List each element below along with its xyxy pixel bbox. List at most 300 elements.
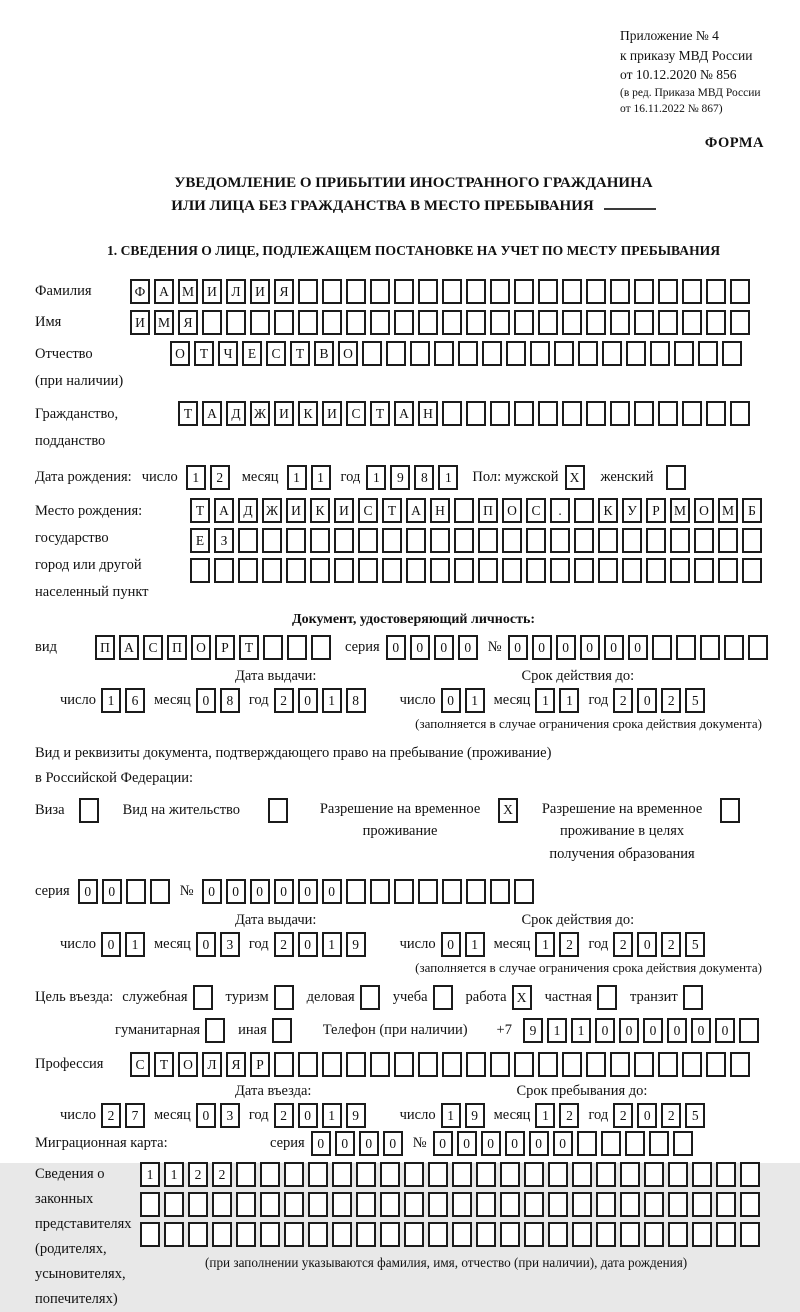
char-cell[interactable] <box>358 558 378 583</box>
char-cell[interactable]: 2 <box>188 1162 208 1187</box>
char-cell[interactable]: 9 <box>346 1103 366 1128</box>
char-cell[interactable] <box>284 1192 304 1217</box>
char-cell[interactable]: О <box>191 635 211 660</box>
char-cell[interactable]: 9 <box>523 1018 543 1043</box>
char-cell[interactable] <box>500 1192 520 1217</box>
char-cell[interactable]: Т <box>154 1052 174 1077</box>
char-cell[interactable]: А <box>154 279 174 304</box>
char-cell[interactable] <box>382 558 402 583</box>
char-cell[interactable] <box>428 1222 448 1247</box>
char-cell[interactable] <box>454 498 474 523</box>
char-cell[interactable] <box>478 528 498 553</box>
char-cell[interactable] <box>716 1192 736 1217</box>
char-cell[interactable] <box>514 879 534 904</box>
char-cell[interactable]: 0 <box>196 1103 216 1128</box>
char-cell[interactable] <box>332 1192 352 1217</box>
char-cell[interactable] <box>610 310 630 335</box>
char-cell[interactable]: И <box>250 279 270 304</box>
char-cell[interactable]: И <box>130 310 150 335</box>
char-cell[interactable]: С <box>358 498 378 523</box>
char-cell[interactable] <box>404 1162 424 1187</box>
char-cell[interactable] <box>596 1222 616 1247</box>
char-cell[interactable] <box>670 528 690 553</box>
char-cell[interactable] <box>382 528 402 553</box>
char-cell[interactable] <box>346 310 366 335</box>
char-cell[interactable]: 0 <box>532 635 552 660</box>
char-cell[interactable]: М <box>670 498 690 523</box>
char-cell[interactable] <box>238 528 258 553</box>
char-cell[interactable] <box>598 558 618 583</box>
char-cell[interactable]: . <box>550 498 570 523</box>
char-cell[interactable] <box>193 985 213 1010</box>
char-cell[interactable] <box>434 341 454 366</box>
char-cell[interactable]: 0 <box>715 1018 735 1043</box>
char-cell[interactable] <box>346 279 366 304</box>
char-cell[interactable] <box>682 1052 702 1077</box>
char-cell[interactable] <box>646 528 666 553</box>
char-cell[interactable]: 0 <box>667 1018 687 1043</box>
char-cell[interactable]: 0 <box>226 879 246 904</box>
char-cell[interactable] <box>644 1222 664 1247</box>
char-cell[interactable] <box>597 985 617 1010</box>
char-cell[interactable] <box>625 1131 645 1156</box>
char-cell[interactable]: А <box>119 635 139 660</box>
char-cell[interactable] <box>250 310 270 335</box>
char-cell[interactable]: Б <box>742 498 762 523</box>
char-cell[interactable]: А <box>202 401 222 426</box>
char-cell[interactable] <box>380 1192 400 1217</box>
char-cell[interactable] <box>370 879 390 904</box>
char-cell[interactable] <box>466 879 486 904</box>
char-cell[interactable]: 2 <box>274 932 294 957</box>
char-cell[interactable] <box>524 1192 544 1217</box>
char-cell[interactable] <box>406 528 426 553</box>
char-cell[interactable]: 0 <box>410 635 430 660</box>
char-cell[interactable] <box>140 1222 160 1247</box>
char-cell[interactable] <box>730 401 750 426</box>
char-cell[interactable]: 0 <box>274 879 294 904</box>
char-cell[interactable] <box>442 879 462 904</box>
char-cell[interactable] <box>356 1192 376 1217</box>
char-cell[interactable]: 2 <box>613 932 633 957</box>
char-cell[interactable] <box>263 635 283 660</box>
char-cell[interactable]: Я <box>274 279 294 304</box>
char-cell[interactable]: 1 <box>547 1018 567 1043</box>
char-cell[interactable] <box>334 558 354 583</box>
char-cell[interactable]: С <box>130 1052 150 1077</box>
char-cell[interactable]: Р <box>250 1052 270 1077</box>
char-cell[interactable] <box>500 1222 520 1247</box>
char-cell[interactable] <box>620 1192 640 1217</box>
char-cell[interactable]: 1 <box>571 1018 591 1043</box>
char-cell[interactable]: 0 <box>604 635 624 660</box>
char-cell[interactable] <box>360 985 380 1010</box>
char-cell[interactable] <box>666 465 686 490</box>
char-cell[interactable] <box>380 1162 400 1187</box>
char-cell[interactable]: Ф <box>130 279 150 304</box>
char-cell[interactable]: У <box>622 498 642 523</box>
char-cell[interactable] <box>682 279 702 304</box>
char-cell[interactable] <box>286 558 306 583</box>
char-cell[interactable]: 1 <box>322 688 342 713</box>
char-cell[interactable] <box>562 279 582 304</box>
char-cell[interactable] <box>370 279 390 304</box>
char-cell[interactable] <box>214 558 234 583</box>
char-cell[interactable] <box>740 1222 760 1247</box>
char-cell[interactable]: 0 <box>441 688 461 713</box>
char-cell[interactable] <box>548 1222 568 1247</box>
char-cell[interactable] <box>718 558 738 583</box>
char-cell[interactable]: О <box>170 341 190 366</box>
char-cell[interactable] <box>452 1162 472 1187</box>
char-cell[interactable] <box>514 1052 534 1077</box>
char-cell[interactable] <box>410 341 430 366</box>
char-cell[interactable]: 0 <box>691 1018 711 1043</box>
char-cell[interactable] <box>572 1222 592 1247</box>
char-cell[interactable]: 0 <box>311 1131 331 1156</box>
char-cell[interactable]: И <box>322 401 342 426</box>
char-cell[interactable]: Е <box>190 528 210 553</box>
char-cell[interactable] <box>430 558 450 583</box>
char-cell[interactable] <box>404 1192 424 1217</box>
char-cell[interactable]: 2 <box>661 932 681 957</box>
char-cell[interactable]: 1 <box>465 932 485 957</box>
char-cell[interactable] <box>658 310 678 335</box>
char-cell[interactable]: 8 <box>220 688 240 713</box>
char-cell[interactable] <box>739 1018 759 1043</box>
char-cell[interactable] <box>454 528 474 553</box>
char-cell[interactable] <box>262 528 282 553</box>
char-cell[interactable]: 5 <box>685 688 705 713</box>
char-cell[interactable] <box>310 528 330 553</box>
char-cell[interactable] <box>652 635 672 660</box>
char-cell[interactable]: 0 <box>643 1018 663 1043</box>
char-cell[interactable] <box>454 558 474 583</box>
char-cell[interactable]: 1 <box>441 1103 461 1128</box>
char-cell[interactable]: Е <box>242 341 262 366</box>
char-cell[interactable]: 0 <box>628 635 648 660</box>
char-cell[interactable] <box>748 635 768 660</box>
char-cell[interactable] <box>394 310 414 335</box>
char-cell[interactable] <box>634 401 654 426</box>
char-cell[interactable] <box>430 528 450 553</box>
char-cell[interactable]: 2 <box>613 1103 633 1128</box>
char-cell[interactable] <box>428 1192 448 1217</box>
char-cell[interactable] <box>700 635 720 660</box>
char-cell[interactable]: 0 <box>78 879 98 904</box>
char-cell[interactable]: X <box>498 798 518 823</box>
char-cell[interactable]: М <box>718 498 738 523</box>
char-cell[interactable] <box>586 279 606 304</box>
char-cell[interactable] <box>212 1192 232 1217</box>
char-cell[interactable]: О <box>338 341 358 366</box>
char-cell[interactable]: 0 <box>298 1103 318 1128</box>
char-cell[interactable] <box>706 310 726 335</box>
char-cell[interactable] <box>236 1192 256 1217</box>
char-cell[interactable] <box>644 1162 664 1187</box>
char-cell[interactable] <box>332 1162 352 1187</box>
char-cell[interactable]: 0 <box>250 879 270 904</box>
char-cell[interactable]: 0 <box>433 1131 453 1156</box>
char-cell[interactable] <box>650 341 670 366</box>
char-cell[interactable]: X <box>512 985 532 1010</box>
char-cell[interactable]: 8 <box>414 465 434 490</box>
char-cell[interactable]: Т <box>370 401 390 426</box>
char-cell[interactable] <box>658 401 678 426</box>
char-cell[interactable] <box>502 528 522 553</box>
char-cell[interactable] <box>322 1052 342 1077</box>
char-cell[interactable] <box>490 310 510 335</box>
char-cell[interactable] <box>262 558 282 583</box>
char-cell[interactable] <box>356 1222 376 1247</box>
char-cell[interactable]: 0 <box>556 635 576 660</box>
char-cell[interactable] <box>79 798 99 823</box>
char-cell[interactable] <box>538 279 558 304</box>
char-cell[interactable] <box>284 1222 304 1247</box>
char-cell[interactable] <box>548 1162 568 1187</box>
char-cell[interactable] <box>668 1162 688 1187</box>
char-cell[interactable]: 2 <box>210 465 230 490</box>
char-cell[interactable] <box>730 310 750 335</box>
char-cell[interactable]: 2 <box>613 688 633 713</box>
char-cell[interactable] <box>150 879 170 904</box>
char-cell[interactable] <box>490 879 510 904</box>
char-cell[interactable]: 1 <box>366 465 386 490</box>
char-cell[interactable]: 1 <box>535 688 555 713</box>
char-cell[interactable]: 2 <box>274 688 294 713</box>
char-cell[interactable] <box>418 310 438 335</box>
char-cell[interactable]: С <box>526 498 546 523</box>
char-cell[interactable]: О <box>694 498 714 523</box>
char-cell[interactable] <box>226 310 246 335</box>
char-cell[interactable] <box>298 1052 318 1077</box>
char-cell[interactable] <box>188 1192 208 1217</box>
char-cell[interactable]: Ж <box>262 498 282 523</box>
char-cell[interactable]: С <box>346 401 366 426</box>
char-cell[interactable]: 2 <box>661 688 681 713</box>
char-cell[interactable] <box>442 1052 462 1077</box>
char-cell[interactable] <box>272 1018 292 1043</box>
char-cell[interactable] <box>164 1222 184 1247</box>
char-cell[interactable] <box>658 1052 678 1077</box>
char-cell[interactable] <box>442 279 462 304</box>
char-cell[interactable] <box>730 279 750 304</box>
char-cell[interactable]: 0 <box>580 635 600 660</box>
char-cell[interactable] <box>386 341 406 366</box>
char-cell[interactable]: О <box>502 498 522 523</box>
char-cell[interactable] <box>634 1052 654 1077</box>
char-cell[interactable] <box>620 1222 640 1247</box>
char-cell[interactable]: Н <box>418 401 438 426</box>
char-cell[interactable]: 0 <box>101 932 121 957</box>
char-cell[interactable]: 1 <box>559 688 579 713</box>
char-cell[interactable] <box>394 879 414 904</box>
char-cell[interactable] <box>694 528 714 553</box>
char-cell[interactable] <box>238 558 258 583</box>
char-cell[interactable] <box>596 1162 616 1187</box>
char-cell[interactable] <box>268 798 288 823</box>
char-cell[interactable] <box>692 1162 712 1187</box>
char-cell[interactable]: 1 <box>465 688 485 713</box>
char-cell[interactable] <box>286 528 306 553</box>
char-cell[interactable] <box>740 1192 760 1217</box>
char-cell[interactable] <box>490 279 510 304</box>
char-cell[interactable]: С <box>143 635 163 660</box>
char-cell[interactable]: Л <box>202 1052 222 1077</box>
char-cell[interactable] <box>452 1192 472 1217</box>
char-cell[interactable]: 5 <box>685 932 705 957</box>
char-cell[interactable] <box>682 310 702 335</box>
char-cell[interactable] <box>442 401 462 426</box>
char-cell[interactable]: Д <box>226 401 246 426</box>
char-cell[interactable]: 0 <box>508 635 528 660</box>
char-cell[interactable]: 2 <box>559 1103 579 1128</box>
char-cell[interactable]: Ж <box>250 401 270 426</box>
char-cell[interactable]: Р <box>215 635 235 660</box>
char-cell[interactable] <box>298 310 318 335</box>
char-cell[interactable] <box>236 1222 256 1247</box>
char-cell[interactable]: Л <box>226 279 246 304</box>
char-cell[interactable] <box>140 1192 160 1217</box>
char-cell[interactable] <box>742 558 762 583</box>
char-cell[interactable] <box>442 310 462 335</box>
char-cell[interactable]: К <box>298 401 318 426</box>
char-cell[interactable] <box>458 341 478 366</box>
char-cell[interactable]: 5 <box>685 1103 705 1128</box>
char-cell[interactable] <box>668 1222 688 1247</box>
char-cell[interactable]: 0 <box>637 1103 657 1128</box>
char-cell[interactable]: 1 <box>101 688 121 713</box>
char-cell[interactable]: 2 <box>661 1103 681 1128</box>
char-cell[interactable]: 0 <box>386 635 406 660</box>
char-cell[interactable] <box>670 558 690 583</box>
char-cell[interactable] <box>476 1192 496 1217</box>
char-cell[interactable] <box>514 310 534 335</box>
char-cell[interactable] <box>322 279 342 304</box>
char-cell[interactable] <box>322 310 342 335</box>
char-cell[interactable] <box>466 310 486 335</box>
char-cell[interactable] <box>538 401 558 426</box>
char-cell[interactable] <box>574 498 594 523</box>
char-cell[interactable]: 0 <box>637 932 657 957</box>
char-cell[interactable] <box>718 528 738 553</box>
char-cell[interactable] <box>362 341 382 366</box>
char-cell[interactable]: А <box>394 401 414 426</box>
char-cell[interactable] <box>562 310 582 335</box>
char-cell[interactable] <box>506 341 526 366</box>
char-cell[interactable]: Р <box>646 498 666 523</box>
char-cell[interactable] <box>236 1162 256 1187</box>
char-cell[interactable] <box>332 1222 352 1247</box>
char-cell[interactable] <box>346 879 366 904</box>
char-cell[interactable] <box>514 279 534 304</box>
char-cell[interactable] <box>418 879 438 904</box>
char-cell[interactable] <box>538 310 558 335</box>
char-cell[interactable] <box>610 279 630 304</box>
char-cell[interactable] <box>478 558 498 583</box>
char-cell[interactable] <box>634 279 654 304</box>
char-cell[interactable]: 2 <box>212 1162 232 1187</box>
char-cell[interactable]: 2 <box>274 1103 294 1128</box>
char-cell[interactable] <box>433 985 453 1010</box>
char-cell[interactable] <box>668 1192 688 1217</box>
char-cell[interactable] <box>530 341 550 366</box>
char-cell[interactable] <box>683 985 703 1010</box>
char-cell[interactable]: Т <box>290 341 310 366</box>
char-cell[interactable] <box>452 1222 472 1247</box>
char-cell[interactable] <box>720 798 740 823</box>
char-cell[interactable]: В <box>314 341 334 366</box>
char-cell[interactable] <box>500 1162 520 1187</box>
char-cell[interactable] <box>482 341 502 366</box>
char-cell[interactable] <box>205 1018 225 1043</box>
char-cell[interactable]: 1 <box>125 932 145 957</box>
char-cell[interactable] <box>634 310 654 335</box>
char-cell[interactable] <box>586 401 606 426</box>
char-cell[interactable]: 1 <box>535 932 555 957</box>
char-cell[interactable] <box>706 1052 726 1077</box>
char-cell[interactable]: 1 <box>311 465 331 490</box>
char-cell[interactable]: Я <box>226 1052 246 1077</box>
char-cell[interactable]: 0 <box>458 635 478 660</box>
char-cell[interactable] <box>602 341 622 366</box>
char-cell[interactable]: 0 <box>441 932 461 957</box>
char-cell[interactable]: 0 <box>595 1018 615 1043</box>
char-cell[interactable] <box>524 1162 544 1187</box>
char-cell[interactable] <box>646 558 666 583</box>
char-cell[interactable]: К <box>310 498 330 523</box>
char-cell[interactable] <box>562 401 582 426</box>
char-cell[interactable]: И <box>286 498 306 523</box>
char-cell[interactable]: 1 <box>140 1162 160 1187</box>
char-cell[interactable]: 2 <box>101 1103 121 1128</box>
char-cell[interactable]: Т <box>178 401 198 426</box>
char-cell[interactable] <box>356 1162 376 1187</box>
char-cell[interactable]: 1 <box>322 932 342 957</box>
char-cell[interactable] <box>126 879 146 904</box>
char-cell[interactable]: М <box>178 279 198 304</box>
char-cell[interactable] <box>722 341 742 366</box>
char-cell[interactable] <box>164 1192 184 1217</box>
char-cell[interactable] <box>706 279 726 304</box>
char-cell[interactable] <box>394 1052 414 1077</box>
char-cell[interactable] <box>514 401 534 426</box>
char-cell[interactable] <box>311 635 331 660</box>
char-cell[interactable]: 1 <box>186 465 206 490</box>
char-cell[interactable]: 3 <box>220 932 240 957</box>
char-cell[interactable] <box>610 401 630 426</box>
char-cell[interactable] <box>524 1222 544 1247</box>
char-cell[interactable] <box>394 279 414 304</box>
char-cell[interactable] <box>466 401 486 426</box>
char-cell[interactable]: 1 <box>164 1162 184 1187</box>
char-cell[interactable] <box>626 341 646 366</box>
char-cell[interactable]: 9 <box>390 465 410 490</box>
char-cell[interactable] <box>596 1192 616 1217</box>
char-cell[interactable]: А <box>406 498 426 523</box>
char-cell[interactable] <box>260 1192 280 1217</box>
char-cell[interactable] <box>550 528 570 553</box>
char-cell[interactable]: 0 <box>359 1131 379 1156</box>
char-cell[interactable] <box>658 279 678 304</box>
char-cell[interactable]: 0 <box>102 879 122 904</box>
char-cell[interactable] <box>418 279 438 304</box>
char-cell[interactable] <box>692 1222 712 1247</box>
char-cell[interactable]: К <box>598 498 618 523</box>
char-cell[interactable] <box>274 985 294 1010</box>
char-cell[interactable] <box>740 1162 760 1187</box>
char-cell[interactable] <box>202 310 222 335</box>
